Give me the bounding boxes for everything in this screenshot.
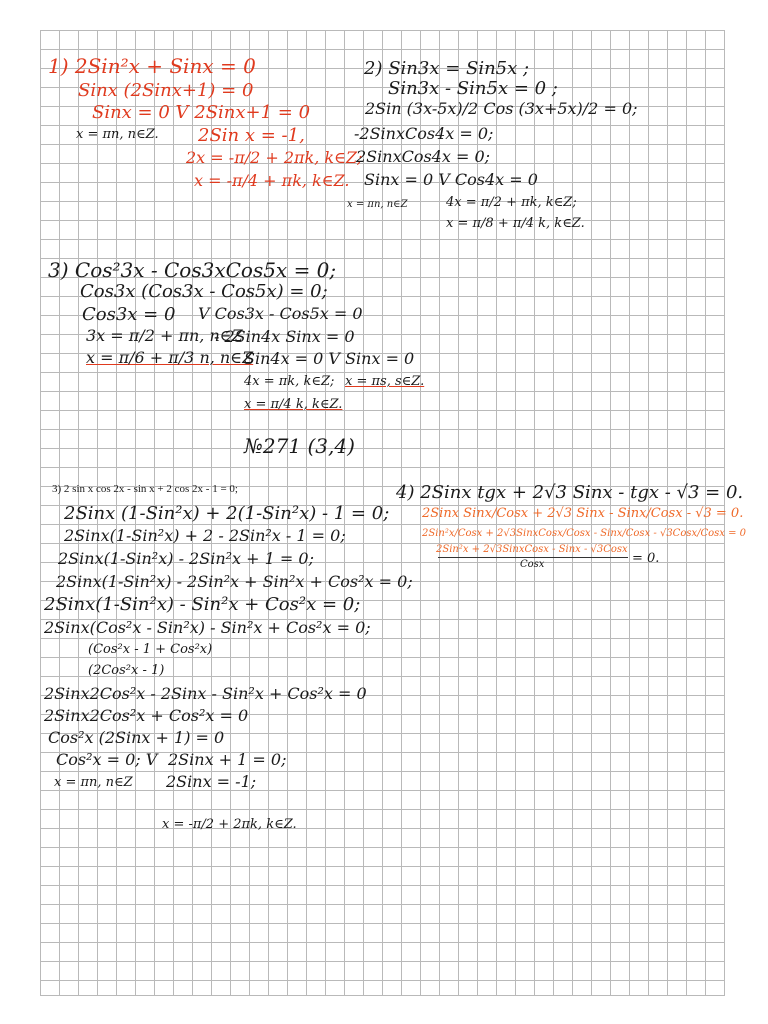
p1-line-3: Sinx = 0 V 2Sinx+1 = 0: [92, 102, 311, 123]
p5-line-5: Cosx: [520, 559, 545, 570]
p4-task: 3) 2 sin x cos 2x - sin x + 2 cos 2x - 1 = 0;: [52, 483, 238, 495]
p5-line-2: 2Sinx Sinx/Cosx + 2√3 Sinx - Sinx/Cosx - √3 = 0.: [422, 506, 744, 521]
p3-line-1: 3) Cos²3x - Cos3xCos5x = 0;: [48, 258, 337, 282]
p2-line-5: 2SinxCos4x = 0;: [356, 147, 491, 166]
p4-line-3: 2Sinx(1-Sin²x) - 2Sin²x + 1 = 0;: [58, 549, 314, 568]
p4-line-12: Cos²x = 0; V: [56, 750, 158, 769]
p3-line-4: 3x = π/2 + πn, n∈Z: [86, 326, 243, 345]
p3-line-8: x = π/4 k, k∈Z.: [244, 397, 343, 412]
p3-line-5: x = π/6 + π/3 n, n∈Z: [86, 348, 254, 367]
p1-line-4: x = πn, n∈Z.: [76, 127, 159, 142]
p4-line-11: Cos²x (2Sinx + 1) = 0: [48, 728, 225, 747]
p3-line-4b: - 2Sin4x Sinx = 0: [214, 327, 355, 346]
p4-line-13: x = πn, n∈Z: [54, 775, 133, 790]
p4-line-4: 2Sinx(1-Sin²x) - 2Sin²x + Sin²x + Cos²x = 0;: [56, 572, 413, 591]
p2-line-4: -2SinxCos4x = 0;: [354, 124, 494, 143]
p4-line-8: (2Cos²x - 1): [88, 663, 165, 678]
p4-line-10: 2Sinx2Cos²x + Cos²x = 0: [44, 706, 249, 725]
p2-line-3: 2Sin (3x-5x)/2 Cos (3x+5x)/2 = 0;: [365, 99, 638, 118]
p4-line-14: x = -π/2 + 2πk, k∈Z.: [162, 817, 297, 832]
p2-line-6: Sinx = 0 V Cos4x = 0: [364, 170, 538, 189]
p5-line-3: 2Sin²x/Cosx + 2√3SinxCosx/Cosx - Sinx/Cosx - √3Cosx/Cosx = 0: [422, 528, 747, 539]
p4-line-9: 2Sinx2Cos²x - 2Sinx - Sin²x + Cos²x = 0: [44, 684, 367, 703]
p2-line-1: 2) Sin3x = Sin5x ;: [364, 58, 530, 79]
p3-line-3b: V Cos3x - Cos5x = 0: [198, 304, 363, 323]
p4-line-7: (Cos²x - 1 + Cos²x): [88, 642, 213, 657]
p1-line-5: 2Sin x = -1,: [198, 125, 305, 146]
p4-line-6: 2Sinx(Cos²x - Sin²x) - Sin²x + Cos²x = 0;: [44, 618, 371, 637]
p4-line-5: 2Sinx(1-Sin²x) - Sin²x + Cos²x = 0;: [44, 594, 361, 615]
p4-line-1: 2Sinx (1-Sin²x) + 2(1-Sin²x) - 1 = 0;: [64, 503, 390, 524]
p5-line-5b: = 0.: [632, 551, 660, 566]
p3-line-3: Cos3x = 0: [82, 304, 176, 325]
p2-line-7: x = πn, n∈Z: [347, 199, 408, 210]
p5-line-1: 4) 2Sinx tgx + 2√3 Sinx - tgx - √3 = 0.: [396, 482, 744, 503]
p1-line-6: 2x = -π/2 + 2πk, k∈Z;: [186, 148, 363, 167]
p1-line-2: Sinx (2Sinx+1) = 0: [78, 80, 254, 101]
p2-line-8: 4x = π/2 + πk, k∈Z;: [446, 195, 577, 210]
p3-line-7b: x = πs, s∈Z.: [345, 374, 425, 389]
fraction-bar: [438, 557, 628, 558]
p1-line-7: x = -π/4 + πk, k∈Z.: [194, 171, 350, 190]
exercise-heading: №271 (3,4): [244, 434, 355, 458]
p2-line-9: x = π/8 + π/4 k, k∈Z.: [446, 216, 585, 231]
p5-line-4: 2Sin²x + 2√3SinxCosx - Sinx - √3Cosx: [436, 544, 628, 555]
p3-line-6: Sin4x = 0 V Sinx = 0: [244, 349, 415, 368]
p4-line-13b: 2Sinx = -1;: [166, 772, 257, 791]
p3-line-2: Cos3x (Cos3x - Cos5x) = 0;: [80, 281, 328, 302]
p4-line-12b: 2Sinx + 1 = 0;: [168, 750, 287, 769]
p1-line-1: 1) 2Sin²x + Sinx = 0: [48, 54, 256, 78]
p3-line-7: 4x = πk, k∈Z;: [244, 374, 335, 389]
p4-line-2: 2Sinx(1-Sin²x) + 2 - 2Sin²x - 1 = 0;: [64, 526, 346, 545]
p2-line-2: Sin3x - Sin5x = 0 ;: [388, 78, 558, 99]
